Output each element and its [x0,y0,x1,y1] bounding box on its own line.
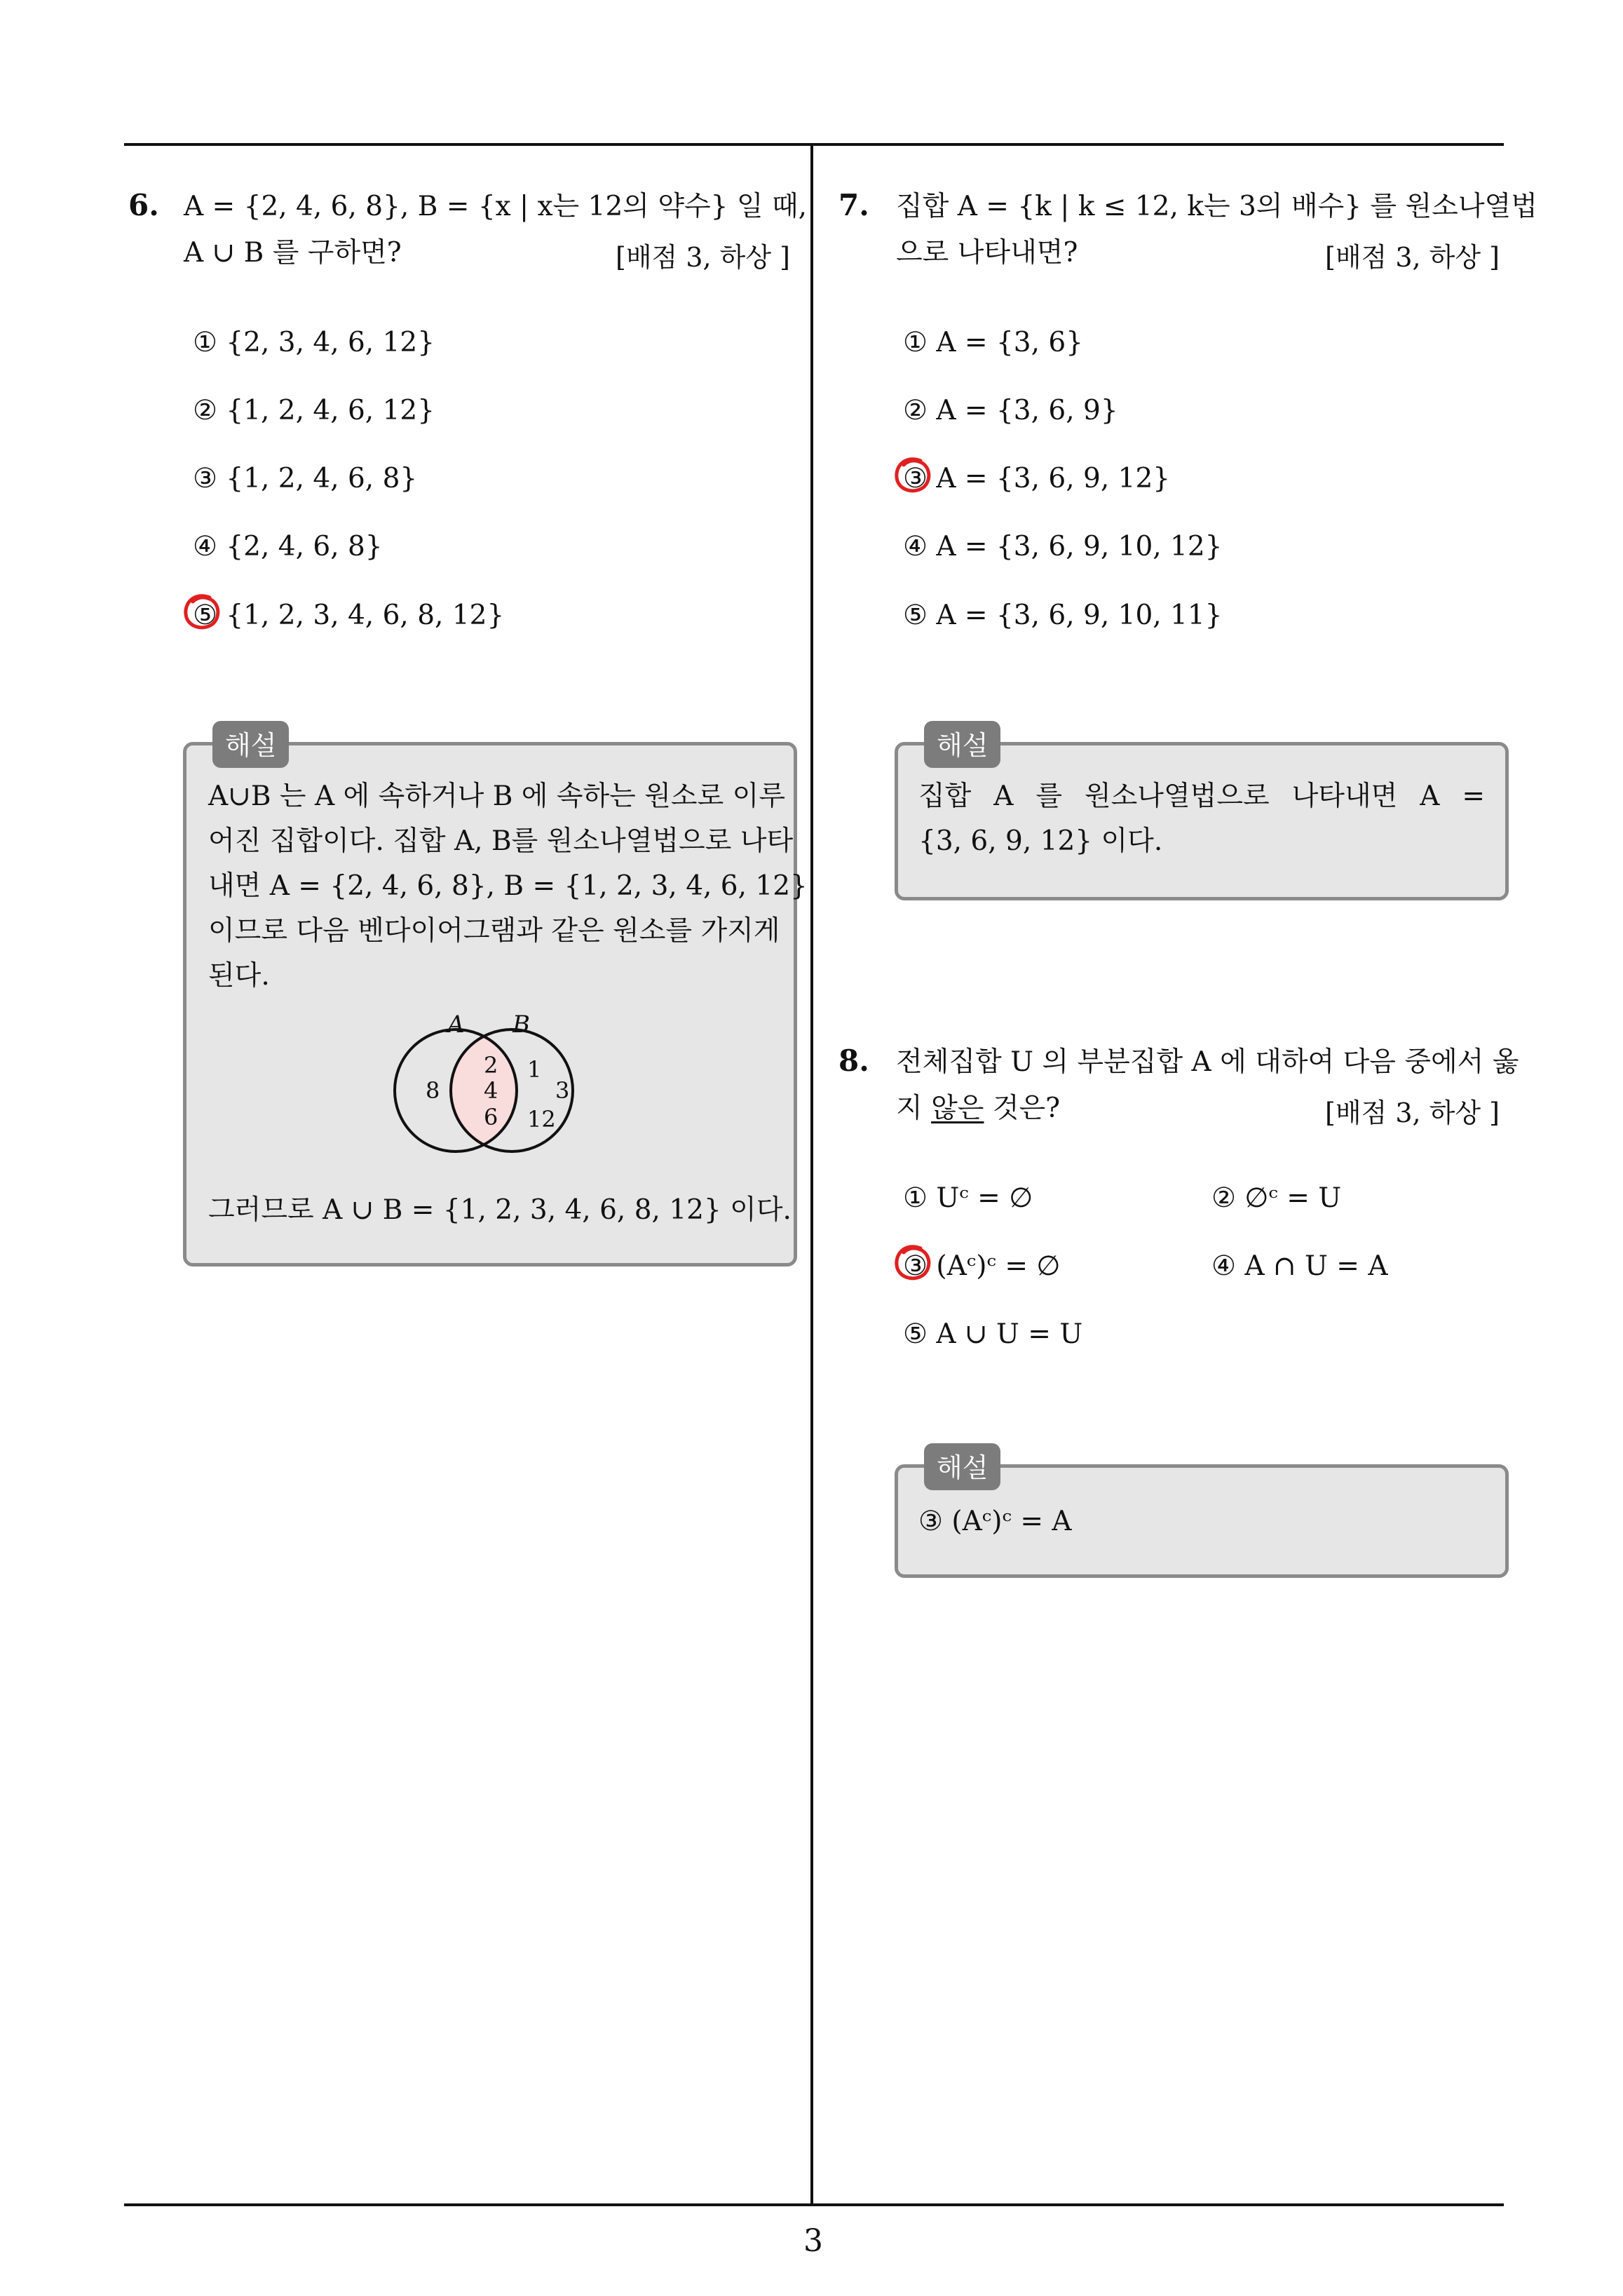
q8-expl-line1: ③ (Aᶜ)ᶜ = A [918,1506,1072,1537]
question-7-number: 7. [838,188,869,222]
q8-choice-5[interactable]: ⑤ A ∪ U = U [903,1318,1083,1350]
q6-choice-2[interactable]: ② {1, 2, 4, 6, 12} [193,395,435,426]
q7-choice-4[interactable]: ④ A = {3, 6, 9, 10, 12} [903,531,1223,562]
q6-choice-3[interactable]: ③ {1, 2, 4, 6, 8} [193,463,418,494]
q8-underlined-word: 않은 [931,1093,984,1124]
q6-choice-4[interactable]: ④ {2, 4, 6, 8} [193,531,383,562]
q8-line2-post: 것은? [984,1093,1061,1124]
q8-explanation-text [918,1499,1072,1544]
question-6-number: 6. [128,188,159,222]
top-rule [124,143,1504,146]
page-number: 3 [803,2223,823,2259]
q7-expl-line1: 집합 A 를 원소나열법으로 나타내면 A = [918,781,1485,812]
q7-choice-3[interactable]: ③ A = {3, 6, 9, 12} [903,463,1171,494]
question-6-score: [배점 3, 하상 ] [616,242,790,273]
q6-explanation-tag: 해설 [212,721,289,768]
question-6-line1: A = {2, 4, 6, 8}, B = {x | x는 12의 약수} 일 때, [184,191,808,222]
question-7-score: [배점 3, 하상 ] [1325,242,1500,273]
question-8-score: [배점 3, 하상 ] [1325,1098,1500,1128]
venn-label-b: B [512,1011,530,1039]
q6-expl-conclusion-line: 그러므로 A ∪ B = {1, 2, 3, 4, 6, 8, 12} 이다. [208,1194,792,1226]
q6-choice-1[interactable]: ① {2, 3, 4, 6, 12} [193,327,435,358]
q6-explanation-conclusion [208,1188,792,1233]
q8-choice-1[interactable]: ① Uᶜ = ∅ [903,1182,1033,1214]
q6-choice-5[interactable]: ⑤ {1, 2, 3, 4, 6, 8, 12} [193,600,505,631]
q7-choice-5[interactable]: ⑤ A = {3, 6, 9, 10, 11} [903,600,1223,631]
q7-answer-mark-icon [892,455,933,496]
q8-answer-mark-icon [892,1243,933,1283]
q7-expl-line2: {3, 6, 9, 12} 이다. [918,825,1163,857]
venn-label-a: A [447,1011,465,1039]
q6-expl-line2: 어진 집합이다. 집합 A, B를 원소나열법으로 나타 [208,825,794,857]
venn-only-b-0: 1 [527,1056,542,1083]
bottom-rule [124,2203,1504,2206]
q8-line2-pre: 지 [896,1093,932,1124]
venn-both-1: 4 [484,1077,498,1104]
venn-only-a-0: 8 [426,1077,440,1104]
q6-answer-mark-icon [182,592,222,633]
q6-expl-line1: A∪B 는 A 에 속하거나 B 에 속하는 원소로 이루 [208,781,786,812]
q8-choice-4[interactable]: ④ A ∩ U = A [1211,1250,1388,1282]
q8-explanation-tag: 해설 [924,1443,1000,1490]
q7-choice-1[interactable]: ① A = {3, 6} [903,327,1084,358]
q7-explanation-text [918,774,1485,864]
q7-explanation-tag: 해설 [924,721,1000,768]
venn-both-2: 6 [484,1104,498,1130]
question-6-line2: A ∪ B 를 구하면? [184,237,402,269]
question-7-line1: 집합 A = {k | k ≤ 12, k는 3의 배수} 를 원소나열법 [896,191,1537,222]
venn-only-b-1: 3 [555,1077,570,1104]
column-divider [810,143,813,2205]
q6-expl-line5: 된다. [208,960,270,992]
q7-choice-2[interactable]: ② A = {3, 6, 9} [903,395,1118,426]
question-8-number: 8. [838,1044,869,1078]
venn-both-0: 2 [484,1052,498,1079]
q6-expl-line4: 이므로 다음 벤다이어그램과 같은 원소를 가지게 [208,915,780,947]
question-8-line1: 전체집합 U 의 부분집합 A 에 대하여 다음 중에서 옳 [896,1046,1519,1078]
q8-choice-3[interactable]: ③ (Aᶜ)ᶜ = ∅ [903,1250,1061,1282]
q8-choice-2[interactable]: ② ∅ᶜ = U [1211,1182,1342,1214]
venn-only-b-2: 12 [527,1106,556,1133]
q6-explanation-text [208,774,808,999]
question-7-line2: 으로 나타내면? [896,237,1078,269]
q6-expl-line3: 내면 A = {2, 4, 6, 8}, B = {1, 2, 3, 4, 6, 12} [208,870,808,902]
